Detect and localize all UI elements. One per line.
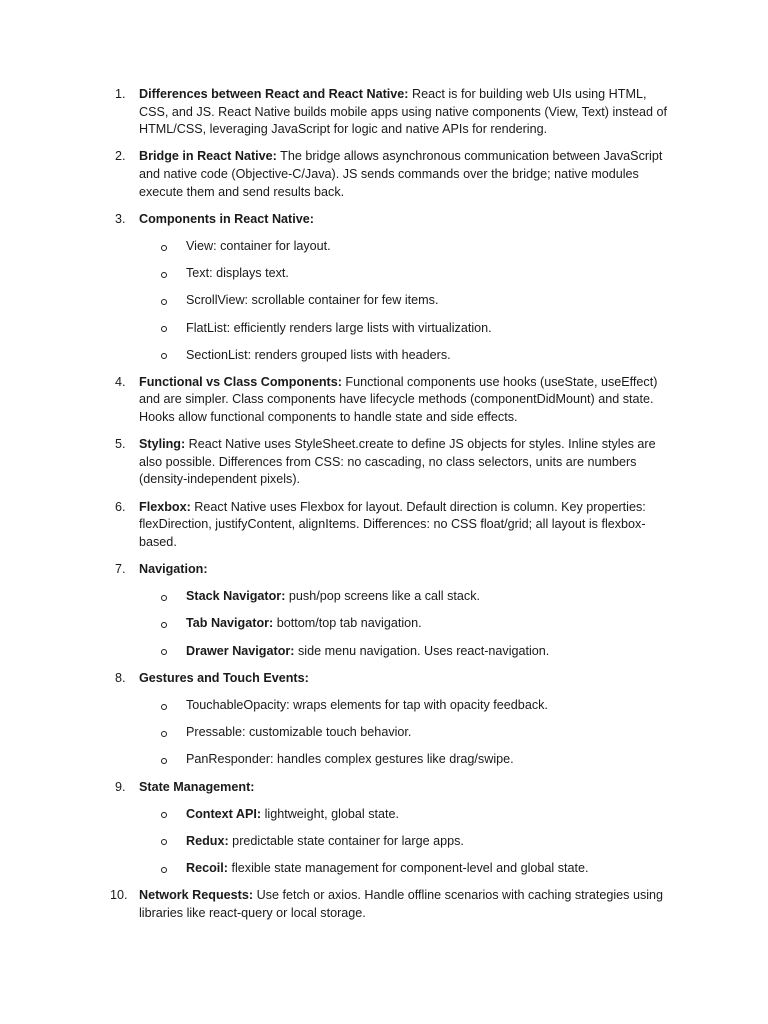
sub-item-heading: Recoil: — [186, 861, 228, 876]
numbered-list — [110, 86, 677, 932]
list-number: 3. — [115, 211, 126, 226]
list-item — [115, 779, 677, 878]
item-text: React Native uses StyleSheet.create to define JS objects for styles. Inline styles are also possible. Differences from CSS: no cascading, no class selectors, units are numbers (density-independent pixels). — [139, 437, 656, 487]
sub-item-text: bottom/top tab navigation. — [273, 616, 422, 631]
hollow-bullet-icon — [161, 326, 167, 332]
hollow-bullet-icon — [161, 622, 167, 628]
sub-item-text: FlatList: efficiently renders large lists with virtualization. — [186, 320, 492, 335]
item-heading: Styling: — [139, 437, 186, 452]
list-number: 10. — [110, 888, 128, 903]
list-number: 9. — [115, 779, 126, 794]
bullet-sublist — [139, 238, 677, 364]
sub-item-text: SectionList: renders grouped lists with headers. — [186, 347, 451, 362]
hollow-bullet-icon — [161, 595, 167, 601]
hollow-bullet-icon — [161, 812, 167, 818]
list-item — [115, 561, 677, 660]
list-number: 5. — [115, 437, 126, 452]
item-heading: State Management: — [139, 779, 255, 794]
list-item — [115, 499, 677, 552]
list-item — [110, 887, 677, 922]
sub-item-text: Text: displays text. — [186, 266, 289, 281]
sub-item-text: ScrollView: scrollable container for few items. — [186, 293, 439, 308]
sub-item-text: Pressable: customizable touch behavior. — [186, 725, 412, 740]
sub-item-heading: Context API: — [186, 806, 262, 821]
hollow-bullet-icon — [161, 299, 167, 305]
item-heading: Flexbox: — [139, 499, 191, 514]
item-heading: Bridge in React Native: — [139, 149, 277, 164]
sub-item-heading: Redux: — [186, 833, 229, 848]
list-number: 4. — [115, 374, 126, 389]
list-item — [115, 436, 677, 489]
sub-list-item — [139, 265, 677, 283]
hollow-bullet-icon — [161, 867, 167, 873]
item-heading: Navigation: — [139, 562, 208, 576]
sub-item-heading: Stack Navigator: — [186, 589, 286, 604]
sub-item-text: lightweight, global state. — [261, 806, 400, 821]
hollow-bullet-icon — [161, 649, 167, 655]
item-text: Use fetch or axios. Handle offline scenarios with caching strategies using libraries like react-query or local storage. — [139, 888, 664, 920]
sub-list-item — [139, 320, 677, 338]
item-text: React is for building web UIs using HTML, CSS, and JS. React Native builds mobile apps using native components (View, Text) instead of HTML/CSS, leveraging JavaScript for logic and native APIs for rendering. — [139, 87, 668, 137]
hollow-bullet-icon — [161, 272, 167, 278]
sub-list-item — [139, 238, 677, 256]
hollow-bullet-icon — [161, 245, 167, 251]
sub-item-text: View: container for layout. — [186, 238, 331, 253]
list-number: 7. — [115, 562, 126, 576]
list-number: 8. — [115, 670, 126, 685]
list-item — [115, 211, 677, 365]
hollow-bullet-icon — [161, 758, 167, 764]
sub-list-item — [139, 860, 677, 878]
sub-list-item — [139, 697, 677, 715]
sub-list-item — [139, 751, 677, 769]
sub-item-text: TouchableOpacity: wraps elements for tap with opacity feedback. — [186, 697, 548, 712]
sub-list-item — [139, 724, 677, 742]
sub-list-item — [139, 615, 677, 633]
hollow-bullet-icon — [161, 353, 167, 359]
list-item — [115, 670, 677, 769]
list-number: 1. — [115, 87, 126, 101]
item-heading: Differences between React and React Native: — [139, 87, 409, 101]
item-heading: Gestures and Touch Events: — [139, 670, 309, 685]
sub-item-heading: Drawer Navigator: — [186, 643, 295, 658]
list-item — [115, 148, 677, 201]
item-text: React Native uses Flexbox for layout. Default direction is column. Key properties: flexDirection, justifyContent, alignItems. Differences: no CSS float/grid; all layout is flexbox-based. — [139, 499, 646, 549]
sub-list-item — [139, 643, 677, 661]
hollow-bullet-icon — [161, 731, 167, 737]
sub-list-item — [139, 347, 677, 365]
sub-list-item — [139, 806, 677, 824]
list-number: 6. — [115, 499, 126, 514]
hollow-bullet-icon — [161, 704, 167, 710]
sub-item-text: predictable state container for large apps. — [228, 833, 464, 848]
sub-list-item — [139, 292, 677, 310]
sub-item-text: flexible state management for component-level and global state. — [228, 861, 589, 876]
item-text: The bridge allows asynchronous communication between JavaScript and native code (Objective-C/Java). JS sends commands over the bridge; native modules execute them and send results back. — [139, 149, 663, 199]
sub-item-text: PanResponder: handles complex gestures like drag/swipe. — [186, 752, 514, 767]
bullet-sublist — [139, 588, 677, 660]
sub-item-heading: Tab Navigator: — [186, 616, 274, 631]
sub-item-text: push/pop screens like a call stack. — [285, 589, 480, 604]
hollow-bullet-icon — [161, 839, 167, 845]
sub-list-item — [139, 588, 677, 606]
list-number: 2. — [115, 149, 126, 164]
bullet-sublist — [139, 806, 677, 878]
list-item — [115, 374, 677, 427]
item-heading: Components in React Native: — [139, 211, 314, 226]
item-text: Functional components use hooks (useState, useEffect) and are simpler. Class components have lifecycle methods (componentDidMount) and state. Hooks allow functional components to handle state and side effects. — [139, 374, 658, 425]
sub-list-item — [139, 833, 677, 851]
item-heading: Functional vs Class Components: — [139, 374, 342, 389]
list-item — [115, 86, 677, 139]
sub-item-text: side menu navigation. Uses react-navigation. — [294, 643, 550, 658]
item-heading: Network Requests: — [139, 888, 254, 903]
bullet-sublist — [139, 697, 677, 769]
